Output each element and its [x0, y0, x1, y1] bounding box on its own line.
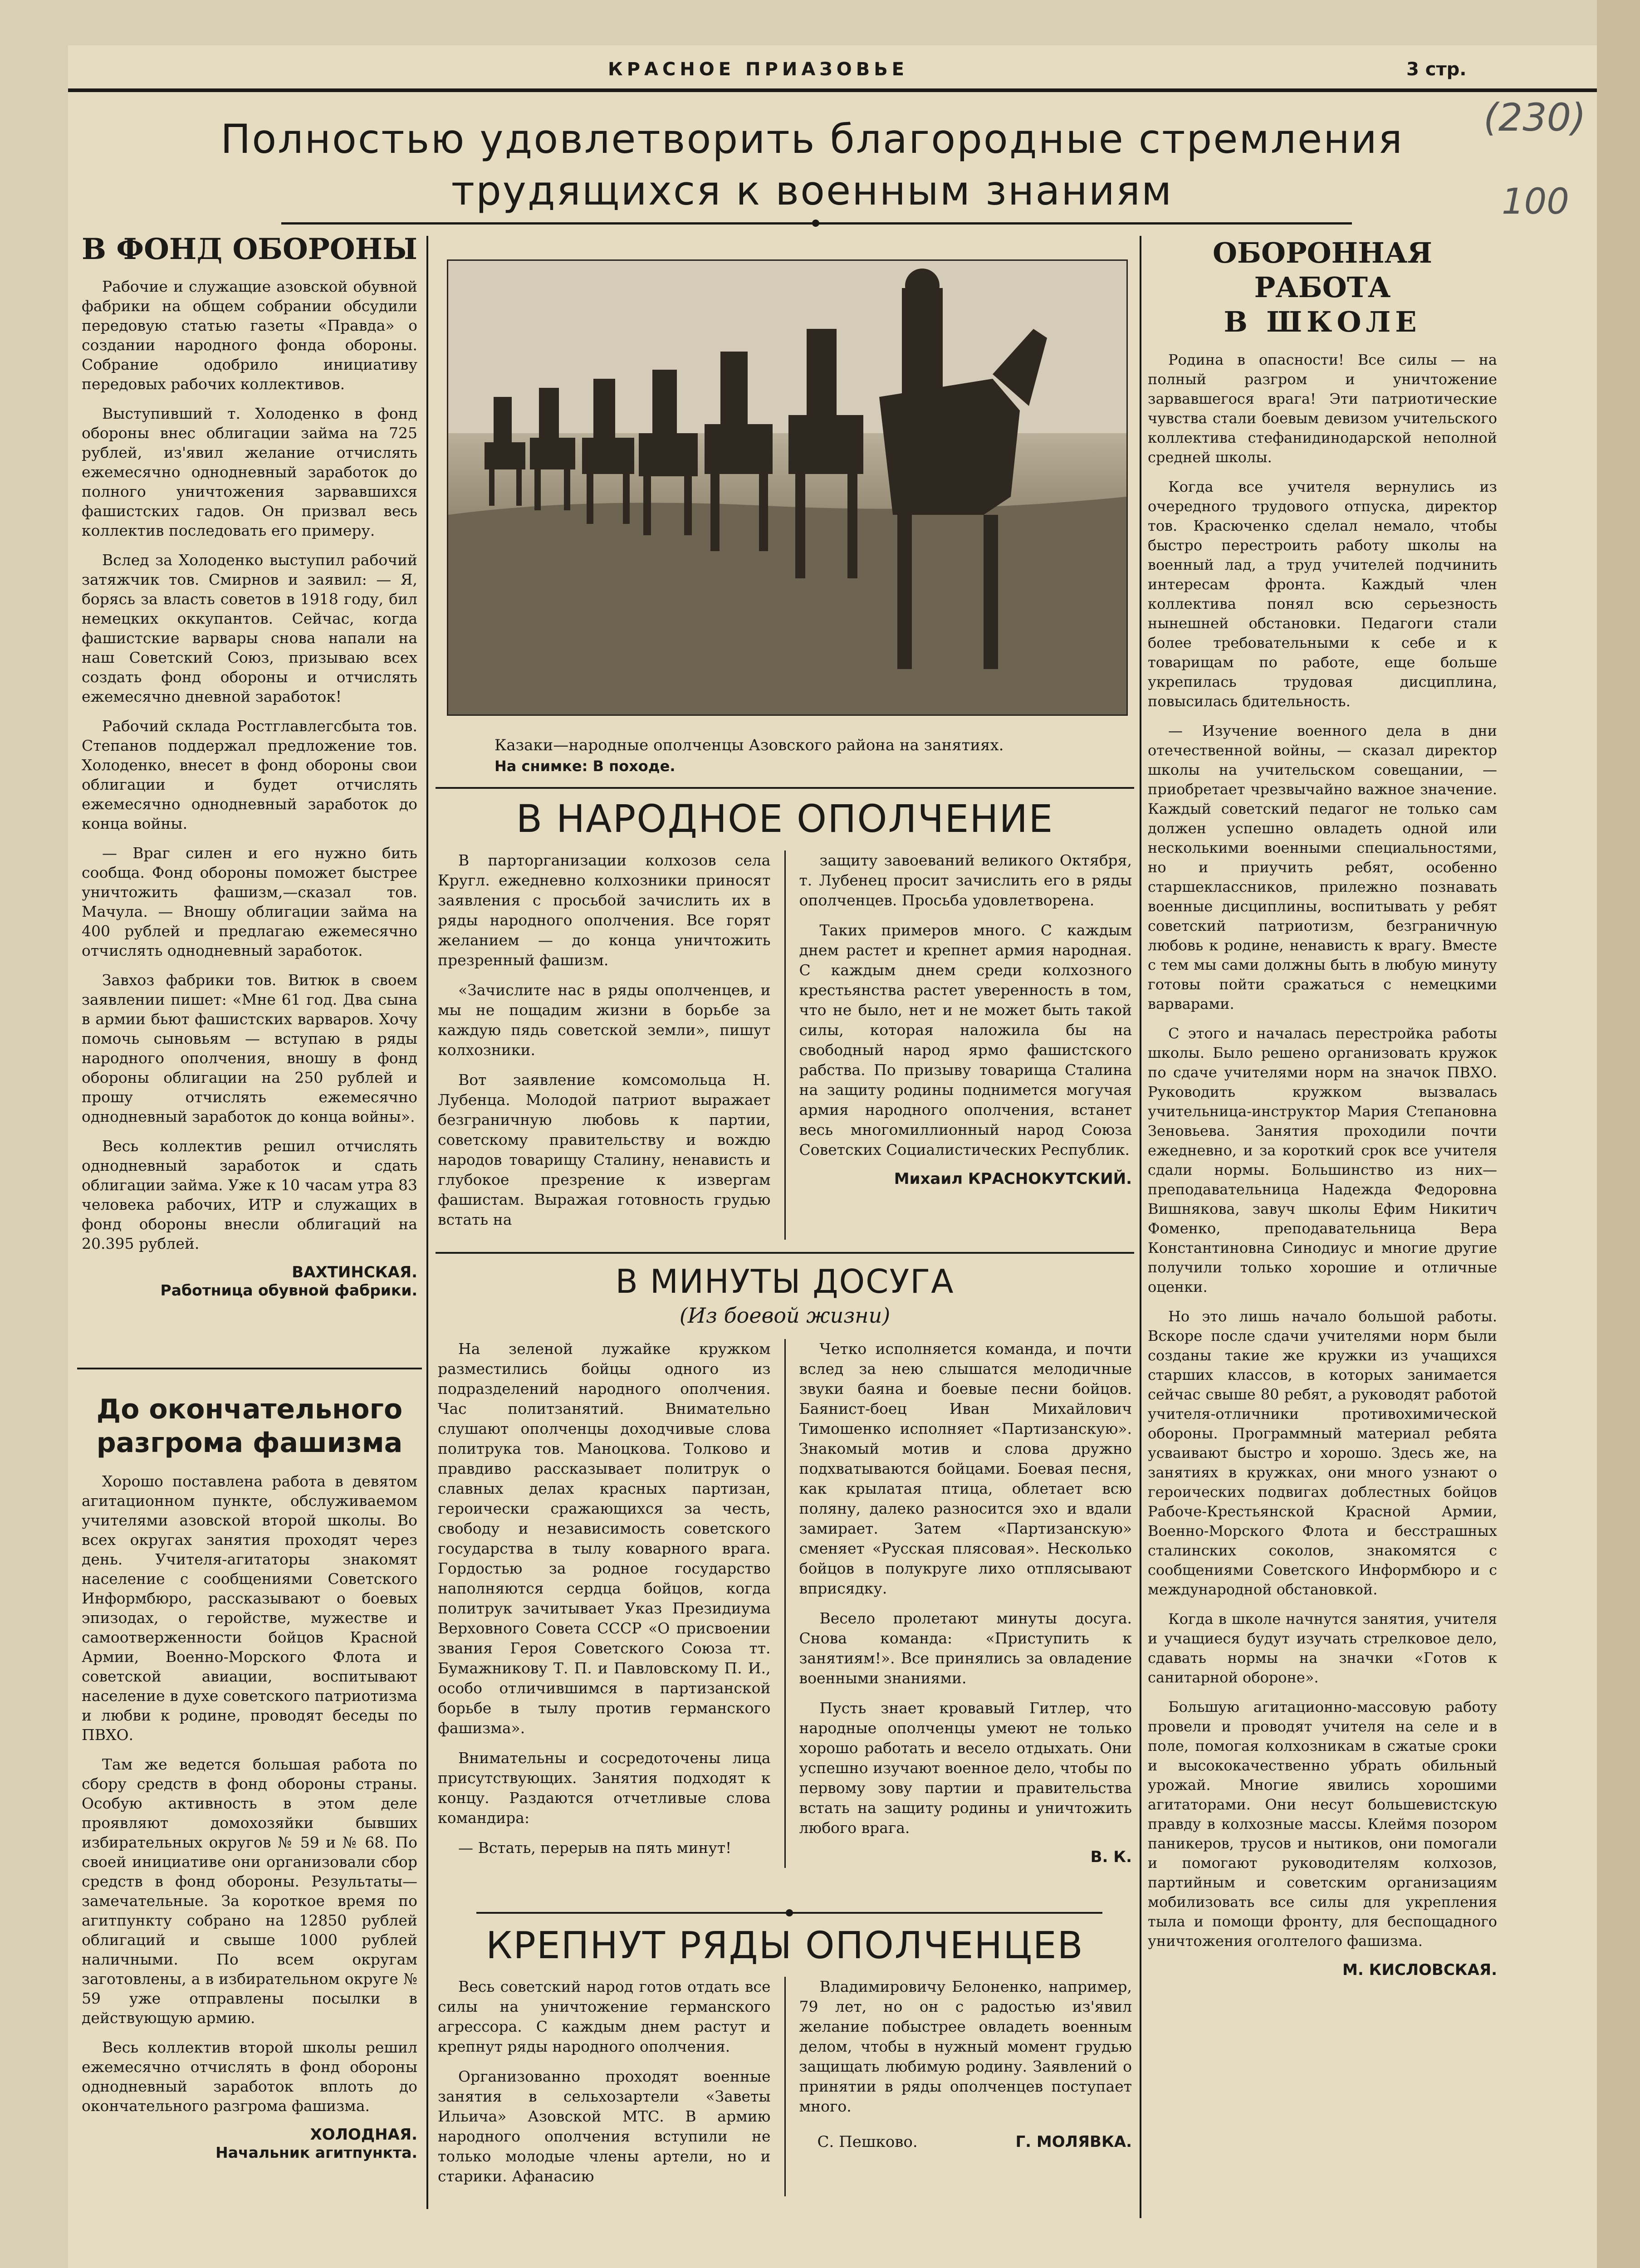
- article-school: [1148, 236, 1497, 1979]
- article-leisure-title: В МИНУТЫ ДОСУГА: [615, 1262, 955, 1300]
- article-ranks-col-2: [799, 1977, 1132, 2196]
- article-ranks-signature: Г. МОЛЯВКА.: [1015, 2133, 1132, 2151]
- banner-headline: [91, 113, 1533, 217]
- paragraph: Весь советский народ готов отдать все силы на уничтожение германского агрессора. С каждым днем растут и крепнут ряды народного ополчения.: [438, 1978, 771, 2055]
- article-militia-col-rule: [784, 850, 786, 1240]
- article-ranks-col-1: [438, 1977, 771, 2196]
- article-ranks: [438, 1923, 1132, 2196]
- paragraph: Вот заявление комсомольца Н. Лубенца. Молодой патриот выражает безграничную любовь к партии, советскому правительству и вождю народов товарищу Сталину, ненависть и глубокое презрение к извергам фашистам. Выражая готовность грудью встать на: [438, 1071, 771, 1228]
- article-militia-col-1: [438, 850, 771, 1240]
- photo-caption-note: На снимке: В походе.: [494, 758, 676, 775]
- paragraph: Когда все учителя вернулись из очередного трудового отпуска, директор тов. Красюченко сделал немало, чтобы быстро перестроить работу школы на военный лад, а труд учителей подчинить интересам фронта. Каждый член коллектива понял всю серьезность нынешней обстановки. Педагоги стали более требовательными к себе и к товарищам по работе, еще больше укрепилась трудовая дисциплина, повысилась бдительность.: [1148, 478, 1497, 710]
- paragraph: Завхоз фабрики тов. Витюк в своем заявлении пишет: «Мне 61 год. Два сына в армии бьют фашистских варваров. Хочу помочь сыновьям — вступаю в ряды народного ополчения, вношу в фонд обороны облигации на 250 рублей и прошу отчислять ежемесячно однодневный заработок до конца войны».: [82, 971, 417, 1125]
- article-final: [82, 1393, 417, 2161]
- pencil-mark-2: 100: [1502, 181, 1569, 222]
- article-fund-signature-sub: Работница обувной фабрики.: [160, 1281, 417, 1299]
- paragraph: Таких примеров много. С каждым днем растет и крепнет армия народная. С каждым днем среди колхозного крестьянства растет уверенность в том, что не было, нет и не может быть такой силы, которая наложила бы на свободный народ ярмо фашистского рабства. По призыву товарища Сталина на защиту родины поднимется могучая армия народного ополчения, встанет весь многомиллионный народ Союза Советских Социалистических Республик.: [799, 921, 1132, 1158]
- paragraph: Когда в школе начнутся занятия, учителя и учащиеся будут изучать стрелковое дело, сдавать нормы на значки «Готов к санитарной обороне».: [1148, 1610, 1497, 1686]
- paragraph: В партоpганизации колхозов села Кругл. ежедневно колхозники приносят заявления с просьбой зачислить их в ряды народного ополчения. Все горят желанием — до конца уничтожить презренный фашизм.: [438, 851, 771, 969]
- article-fund: [82, 231, 417, 1299]
- photo-divider: [436, 787, 1134, 789]
- cossack-cavalry-photo: [447, 259, 1128, 716]
- paragraph: — Встать, перерыв на пять минут!: [458, 1839, 732, 1857]
- article-leisure-col-2: [799, 1339, 1132, 1868]
- article-leisure-col-1: [438, 1339, 771, 1868]
- article-leisure-signature: В. К.: [1090, 1848, 1132, 1866]
- article-fund-body: [82, 277, 417, 1253]
- paragraph: Весь коллектив решил отчислять однодневный заработок и сдать облигации займа. Уже к 10 часам утра 83 человека рабочих, ИТР и служащих в фонд обороны внесли облигаций на 20.395 рублей.: [82, 1137, 417, 1252]
- article-militia-title: В НАРОДНОЕ ОПОЛЧЕНИЕ: [516, 797, 1054, 841]
- pencil-mark-1: (230): [1483, 95, 1586, 140]
- paragraph: С этого и началась перестройка работы школы. Было решено организовать кружок по сдаче учителями норм на значок ПВХО. Руководить кружком вызвалась учительница-инструктор Мария Степановна Зеновьева. Занятия проходили почти ежедневно, и за короткий срок все учителя сдали нормы. Большинство из них—преподавательница Надежда Федоровна Вишнякова, завуч школы Ефим Никитич Фоменко, преподавательница Вера Константиновна Синодиус и многие другие получили только хорошие и отличные оценки.: [1148, 1025, 1497, 1295]
- paragraph: Внимательны и сосредоточены лица присутствующих. Занятия подходят к концу. Раздаются отчетливые слова командира:: [438, 1749, 771, 1827]
- paragraph: Организованно проходят военные занятия в сельхозартели «Заветы Ильича» Азовской МТС. В армию народного ополчения вступили не только молодые члены артели, но и старики. Афанасию: [438, 2068, 771, 2185]
- article-school-title-1: ОБОРОННАЯ РАБОТА: [1213, 236, 1432, 304]
- paragraph: Рабочие и служащие азовской обувной фабрики на общем собрании обсудили передовую статью газеты «Правда» о создании народного фонда обороны. Собрание одобрило инициативу передовых рабочих коллективов.: [82, 278, 417, 393]
- page-edge: [1597, 0, 1640, 2268]
- paragraph: Четко исполняется команда, и почти вслед за нею слышатся мелодичные звуки баяна и боевые песни бойцов. Баянист-боец Иван Михайлович Тимошенко исполняет «Партизанскую». Знакомый мотив и слова дружно подхватываются бойцами. Боевая песня, как крылатая птица, облетает всю поляну, далеко разносится эхо и вдали замирает. Затем «Партизанскую» сменяет «Русская плясовая». Несколько бойцов в полукруге лихо отплясывают вприсядку.: [799, 1340, 1132, 1597]
- article-school-signature: М. КИСЛОВСКАЯ.: [1342, 1961, 1497, 1979]
- paragraph: Весь коллектив второй школы решил ежемесячно отчислять в фонд обороны однодневный заработок вплоть до окончательного разгрома фашизма.: [82, 2038, 417, 2115]
- paragraph: Но это лишь начало большой работы. Вскоре после сдачи учителями норм были созданы такие же кружки из учащихся старших классов, в которых занимается сейчас свыше 80 ребят, а руководят работой учителя-отличники противохимической обороны. Программный материал ребята усваивают быстро и хорошо. Здесь же, на занятиях в кружках, они много узнают о героических подвигах доблестных бойцов Рабоче-Крестьянской Красной Армии, Военно-Морского Флота и бесстрашных сталинских соколов, знакомятся с сообщениями Советского Информбюро и с международной обстановкой.: [1148, 1308, 1497, 1598]
- paragraph: — Враг силен и его нужно бить сообща. Фонд обороны поможет быстрее уничтожить фашизм,—сказал тов. Мачула. — Вношу облигации займа на 400 рублей и предлагаю ежемесячно отчислять однодневный заработок.: [82, 844, 417, 959]
- article-ranks-columns: [438, 1977, 1132, 2196]
- left-column-divider: [77, 1368, 422, 1369]
- paragraph: Большую агитационно-массовую работу провели и проводят учителя на селе и в поле, помогая колхозникам в сжатые сроки и высококачественно убрать обильный урожай. Многие явились хорошими агитаторами. Они несут большевистскую правду в колхозные массы. Клеймя позором паникеров, трусов и нытиков, они помогали и помогают руководителям колхозов, партийным и советским организациям мобилизовать все силы для укрепления тыла и помощи фронту, для беспощадного уничтожения оголтелого фашизма.: [1148, 1698, 1497, 1950]
- photo-caption-text: Казаки—народные ополченцы Азовского района на занятиях.: [494, 736, 1004, 754]
- photo-caption: [494, 735, 1130, 777]
- paragraph: «Зачислите нас в ряды ополченцев, и мы не пощадим жизни в борьбе за каждую пядь советской земли», пишут колхозники.: [438, 981, 771, 1059]
- paragraph: Выступивший т. Холоденко в фонд обороны внес облигации займа на 725 рублей, из'явил желание отчислять ежемесячно однодневный заработок до полного уничтожения зарвавшихся фашистских гадов. Он призвал весь коллектив последовать его примеру.: [82, 405, 417, 539]
- photo-illustration: [448, 261, 1126, 714]
- paragraph: Пусть знает кровавый Гитлер, что народные ополченцы умеют не только хорошо работать и весело отдыхать. Они успешно изучают военное дело, чтобы по первому зову партии и правительства встать на защиту родины и уничтожить любого врага.: [799, 1699, 1132, 1837]
- banner-ornament-dot: [812, 220, 819, 227]
- article-leisure: [438, 1261, 1132, 1868]
- column-rule-2: [1140, 236, 1141, 2218]
- article-school-title-2: В ШКОЛЕ: [1224, 305, 1421, 338]
- militia-divider: [436, 1252, 1134, 1254]
- banner-line-1: Полностью удовлетворить благородные стремления: [220, 116, 1404, 162]
- header-rule: [68, 88, 1597, 92]
- paragraph: Вслед за Холоденко выступил рабочий затяжчик тов. Смирнов и заявил: — Я, борясь за власть советов в 1918 году, бил немецких оккупантов. Сейчас, когда фашистские варвары снова напали на наш Советский Союз, призываю всех создать фонд обороны и отчислять ежемесячно дневной заработок!: [82, 551, 417, 705]
- paragraph: Там же ведется большая работа по сбору средств в фонд обороны страны. Особую активность в этом деле проявляют домохозяйки бывших избирательных округов № 59 и № 68. По своей инициативе они организовали сбор средств в фонд обороны. Результаты—замечательные. За короткое время по агитпункту собрано на 12850 рублей облигаций и свыше 1000 рублей наличными. По всем округам заготовлены, а в избирательном округе № 59 уже отправлены посылки в действующую армию.: [82, 1755, 417, 2027]
- paragraph: Весело пролетают минуты досуга. Снова команда: «Приступить к занятиям!». Все принялись за овладение военными знаниями.: [799, 1609, 1132, 1687]
- paragraph: Рабочий склада Ростглавлегсбыта тов. Степанов поддержал предложение тов. Холоденко, внесет в фонд обороны свои облигации и будет отчислять ежемесячно однодневный заработок до конца войны.: [82, 717, 417, 832]
- banner-line-2: трудящихся к военным знаниям: [451, 167, 1173, 214]
- running-title: КРАСНОЕ ПРИАЗОВЬЕ: [608, 59, 909, 80]
- article-militia: [438, 796, 1132, 1240]
- paragraph: — Изучение военного дела в дни отечественной войны, — сказал директор школы на учительском совещании, — приобретает чрезвычайно важное значение. Каждый советский педагог не только сам должен успешно овладеть одной или несколькими военными специальностями, но и приучить ребят, особенно старшеклассников, прилежно познавать военные дисциплины, воспитывать у ребят советский патриотизм, безграничную любовь к родине, ненависть к врагу. Вместе с тем мы сами должны быть в любую минуту готовы пойти сражаться с немецкими варварами.: [1148, 722, 1497, 1012]
- paragraph: На зеленой лужайке кружком разместились бойцы одного из подразделений народного ополчения. Час политзанятий. Внимательно слушают ополченцы доходчивые слова политрука тов. Маноцкова. Толково и правдиво рассказывает политрук о славных делах красных партизан, героически сражающихся за честь, свободу и независимость советского государства в тылу коварного врага. Гордостью за родное государство наполняются сердца бойцов, когда политрук зачитывает Указ Президиума Верховного Совета СССР «О присвоении звания Героя Советского Союза тт. Бумажникову Т. П. и Павловскому П. И., особо отличившимся в партизанской борьбе в тылу против германского фашизма».: [438, 1340, 771, 1737]
- page-number: 3 стр.: [1406, 59, 1467, 80]
- article-leisure-subtitle: (Из боевой жизни): [679, 1303, 891, 1328]
- article-militia-signature: Михаил КРАСНОКУТСКИЙ.: [894, 1170, 1132, 1188]
- article-militia-col-2: [799, 850, 1132, 1240]
- article-ranks-title: КРЕПНУТ РЯДЫ ОПОЛЧЕНЦЕВ: [486, 1924, 1084, 1967]
- leisure-ornament-dot: [786, 1909, 793, 1916]
- article-ranks-place: С. Пешково.: [817, 2133, 918, 2151]
- article-final-title-2: разгрома фашизма: [96, 1427, 403, 1459]
- article-final-body: [82, 1471, 417, 2116]
- paragraph: Родина в опасности! Все силы — на полный разгром и уничтожение зарвавшегося врага! Эти патриотические чувства стали боевым девизом учительского коллектива стефанидинодарской неполной средней школы.: [1148, 351, 1497, 466]
- article-final-signature-sub: Начальник агитпункта.: [215, 2144, 417, 2161]
- paragraph: Владимировичу Белоненко, например, 79 лет, но он с радостью из'явил желание побыстрее овладеть военным делом, чтобы в нужный момент грудью защищать любимую родину. Заявлений о принятии в ряды ополченцев поступает много.: [799, 1978, 1132, 2115]
- article-school-body: [1148, 350, 1497, 1951]
- paragraph: Хорошо поставлена работа в девятом агитационном пункте, обслуживаемом учителями азовской второй школы. Во всех округах занятия проходят через день. Учителя-агитаторы знакомят население с сообщениями Советского Информбюро, рассказывают о боевых эпизодах, о геройстве, мужестве и самоотверженности бойцов Красной Армии, Военно-Морского Флота и советской авиации, воспитывают население в духе советского патриотизма и любви к родине, проводят беседы по ПВХО.: [82, 1472, 417, 1744]
- article-leisure-col-rule: [784, 1339, 786, 1868]
- article-leisure-columns: [438, 1339, 1132, 1868]
- article-ranks-col-rule: [784, 1977, 786, 2196]
- article-fund-signature: ВАХТИНСКАЯ.: [292, 1263, 417, 1281]
- article-fund-title: В ФОНД ОБОРОНЫ: [82, 232, 417, 266]
- article-militia-columns: [438, 850, 1132, 1240]
- article-final-signature: ХОЛОДНАЯ.: [310, 2126, 417, 2144]
- article-final-title-1: До окончательного: [96, 1393, 403, 1425]
- paragraph: защиту завоеваний великого Октября, т. Лубенец просит зачислить его в ряды ополченцев. Просьба удовлетворена.: [799, 851, 1132, 909]
- column-rule-1: [426, 236, 428, 2209]
